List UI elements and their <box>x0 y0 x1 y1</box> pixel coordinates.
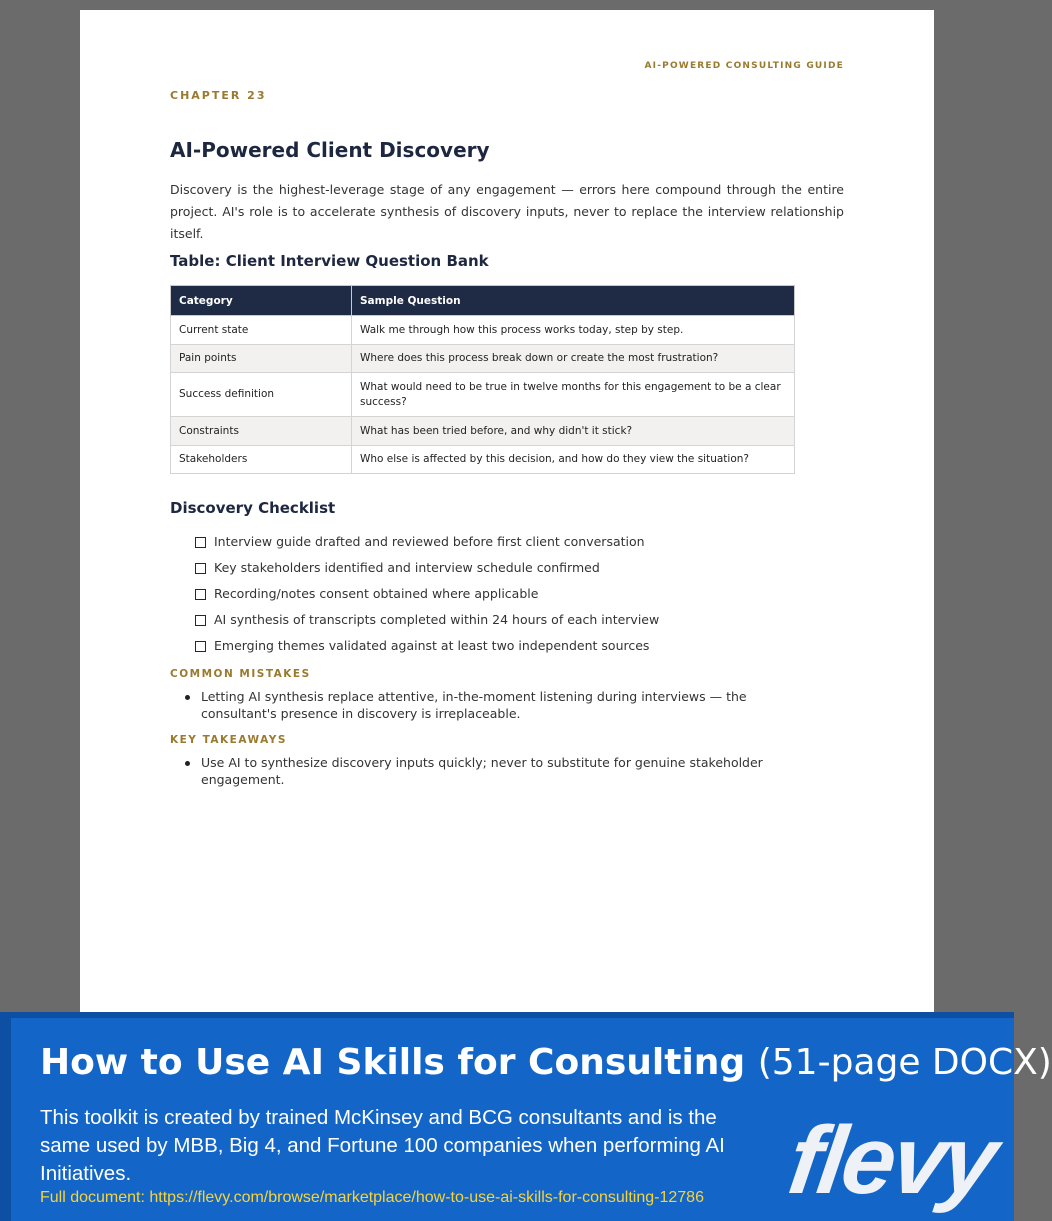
checklist-item <box>195 612 659 638</box>
column-header-category: Category <box>171 286 352 316</box>
banner-title-main: How to Use AI Skills for Consulting <box>40 1042 746 1083</box>
list-item: Use AI to synthesize discovery inputs quickly; never to substitute for genuine stakeholder engagement. <box>170 754 810 788</box>
running-head: AI-POWERED CONSULTING GUIDE <box>644 61 844 71</box>
key-takeaways-list <box>170 754 810 788</box>
checklist-title: Discovery Checklist <box>170 499 336 517</box>
banner-title-subtitle: (51-page DOCX) <box>757 1042 1052 1083</box>
table-row <box>171 446 795 474</box>
checklist-item <box>195 560 659 586</box>
intro-paragraph: Discovery is the highest-leverage stage of any engagement — errors here compound through the entire project. AI's role is to accelerate synthesis of discovery inputs, never to replace the interview relationship itself. <box>170 182 844 241</box>
chapter-label: CHAPTER 23 <box>170 89 267 102</box>
table-cell-question: What has been tried before, and why didn't it stick? <box>352 417 795 446</box>
common-mistakes-list <box>170 688 810 722</box>
table-cell-category: Stakeholders <box>171 446 352 474</box>
checkbox-icon[interactable] <box>195 641 206 652</box>
flevy-logo: flevy <box>782 1107 1002 1214</box>
table-cell-category: Constraints <box>171 417 352 446</box>
full-document-link[interactable]: Full document: https://flevy.com/browse/marketplace/how-to-use-ai-skills-for-consulting-12786 <box>40 1189 704 1206</box>
document-page <box>80 10 934 1015</box>
banner-description: This toolkit is created by trained McKinsey and BCG consultants and is the same used by MBB, Big 4, and Fortune 100 companies when performing AI Initiatives. <box>40 1106 725 1185</box>
checkbox-icon[interactable] <box>195 589 206 600</box>
table-cell-question: Where does this process break down or create the most frustration? <box>352 345 795 373</box>
table-cell-category: Pain points <box>171 345 352 373</box>
table-header-row <box>171 286 795 316</box>
checkbox-icon[interactable] <box>195 563 206 574</box>
checklist-item-label: Key stakeholders identified and interview schedule confirmed <box>214 560 600 575</box>
list-item: Letting AI synthesis replace attentive, in-the-moment listening during interviews — the consultant's presence in discovery is irreplaceable. <box>170 688 810 722</box>
checklist-item <box>195 638 659 664</box>
question-bank-table <box>170 285 795 474</box>
checkbox-icon[interactable] <box>195 615 206 626</box>
promo-banner-panel <box>11 1018 1052 1221</box>
promo-banner <box>0 1012 1052 1221</box>
checklist-item <box>195 534 659 560</box>
checkbox-icon[interactable] <box>195 537 206 548</box>
checklist-item-label: Recording/notes consent obtained where applicable <box>214 586 539 601</box>
page-title: AI-Powered Client Discovery <box>170 138 490 162</box>
column-header-sample-question: Sample Question <box>352 286 795 316</box>
common-mistakes-label: COMMON MISTAKES <box>170 668 311 680</box>
table-row <box>171 316 795 345</box>
table-row <box>171 345 795 373</box>
table-title: Table: Client Interview Question Bank <box>170 252 489 270</box>
checklist-item <box>195 586 659 612</box>
table-cell-category: Success definition <box>171 373 352 417</box>
table-row <box>171 417 795 446</box>
discovery-checklist <box>195 534 659 664</box>
table-cell-category: Current state <box>171 316 352 345</box>
key-takeaways-label: KEY TAKEAWAYS <box>170 734 287 746</box>
table-row <box>171 373 795 417</box>
table-cell-question: Who else is affected by this decision, and how do they view the situation? <box>352 446 795 474</box>
table-cell-question: What would need to be true in twelve months for this engagement to be a clear success? <box>352 373 795 417</box>
checklist-item-label: AI synthesis of transcripts completed within 24 hours of each interview <box>214 612 660 627</box>
table-cell-question: Walk me through how this process works today, step by step. <box>352 316 795 345</box>
checklist-item-label: Emerging themes validated against at least two independent sources <box>214 638 650 653</box>
banner-title <box>40 1042 1052 1083</box>
checklist-item-label: Interview guide drafted and reviewed before first client conversation <box>214 534 645 549</box>
